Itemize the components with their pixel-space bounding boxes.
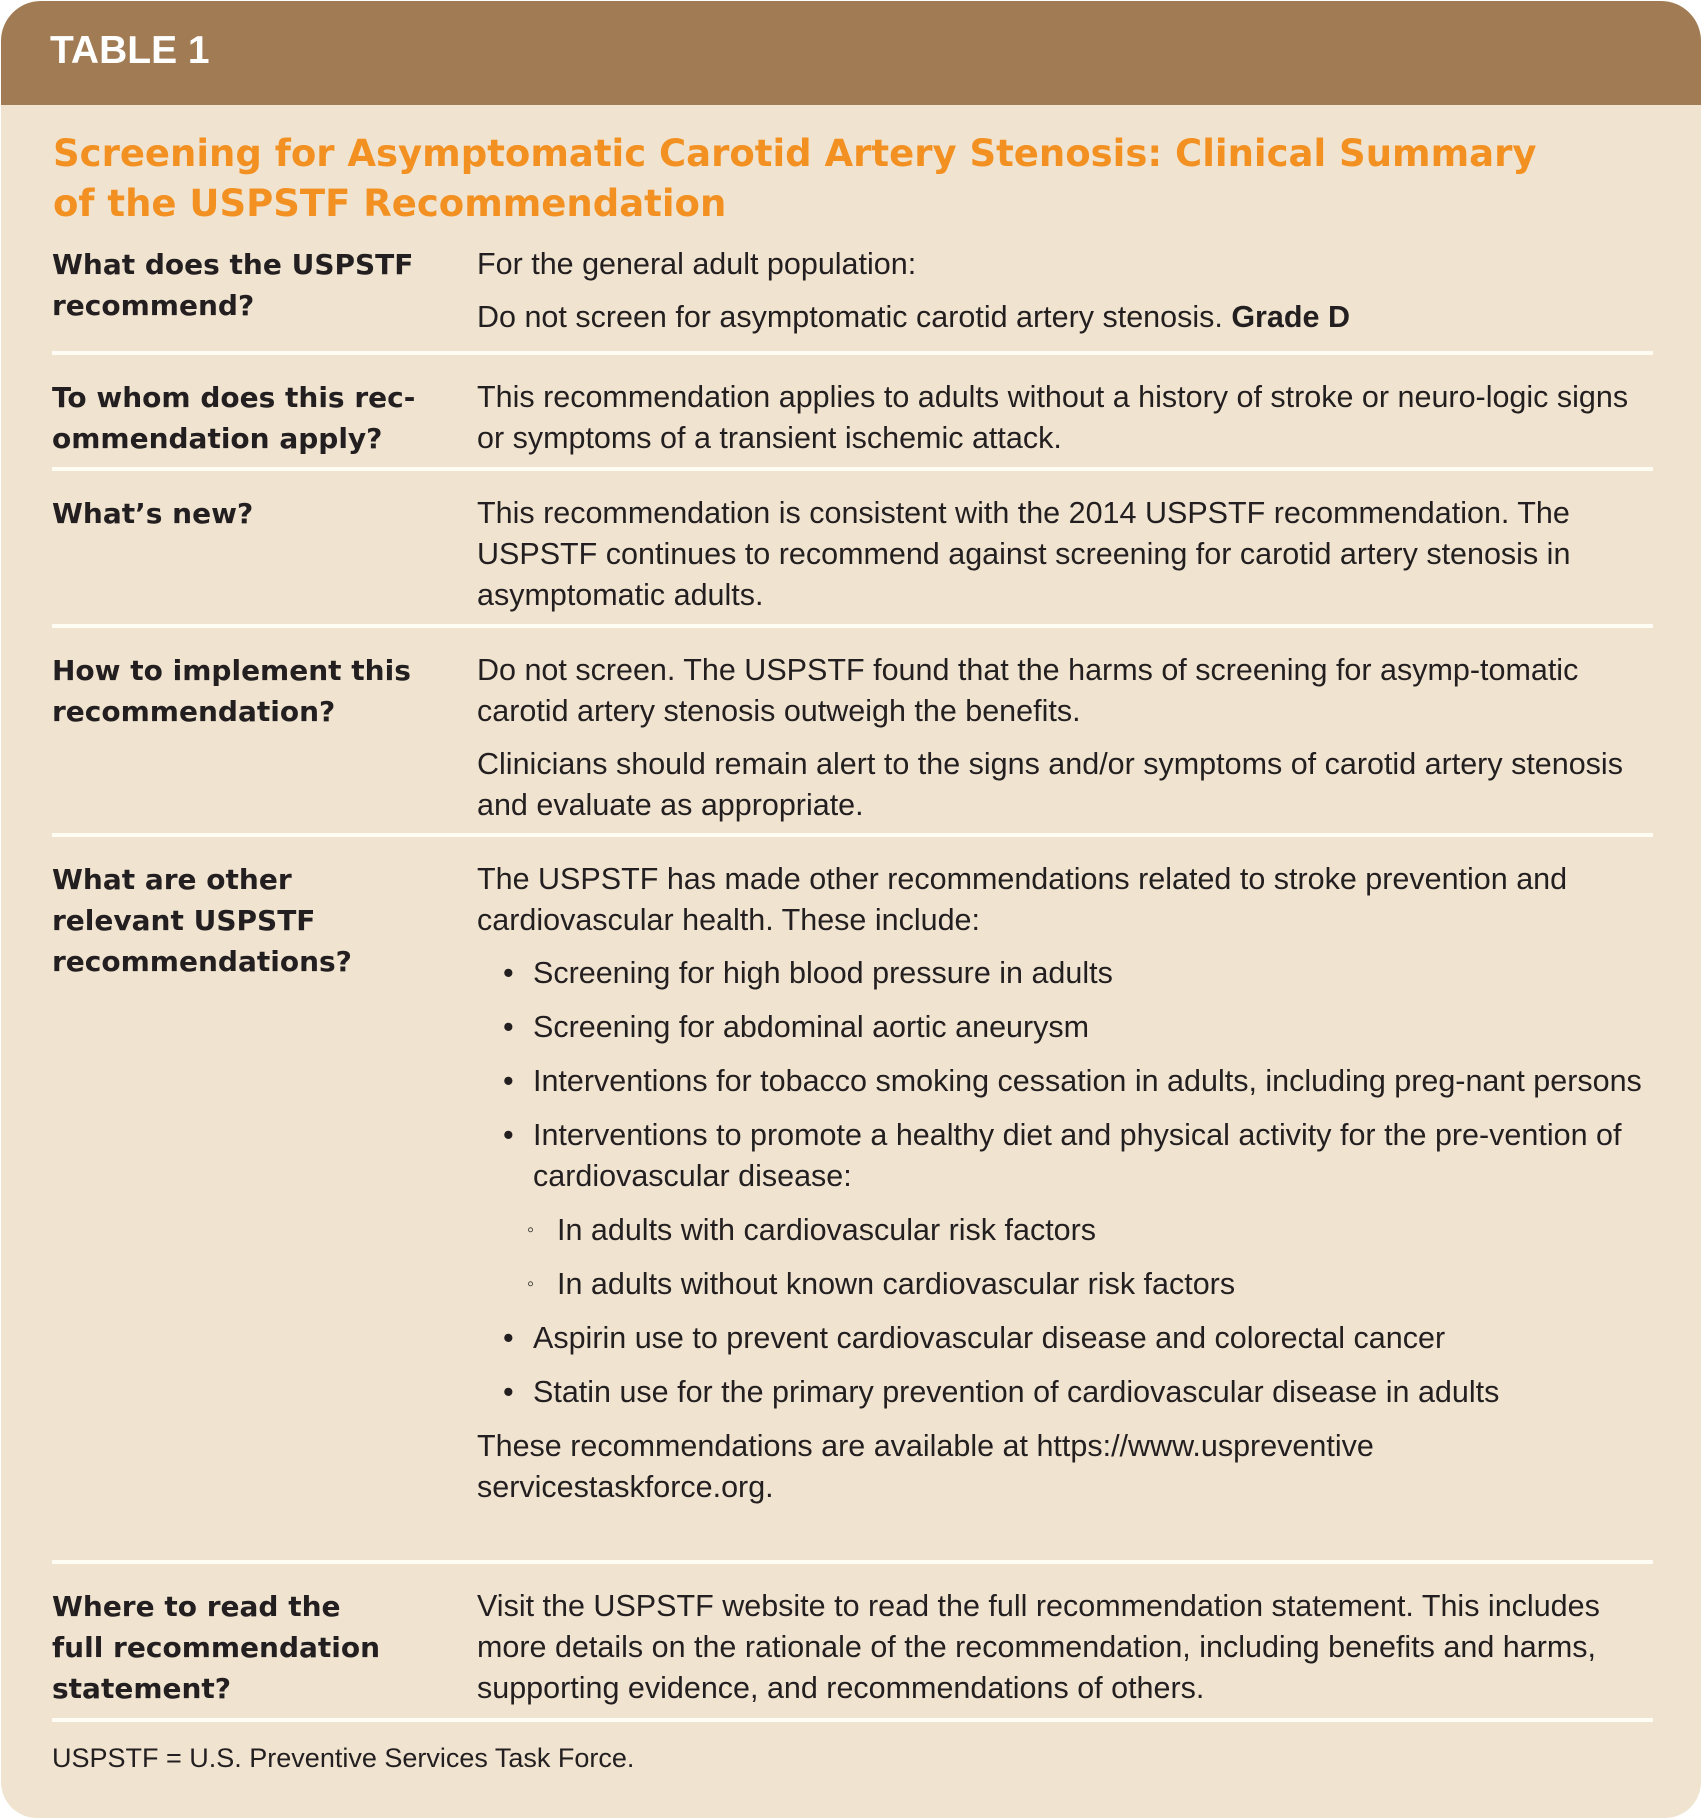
table-card (1, 1, 1701, 1818)
list-item: • Interventions to promote a healthy diet and physical activity for the pre-vention of cardiovascular disease: (477, 1115, 1657, 1197)
table-title-line-1: Screening for Asymptomatic Carotid Artery Stenosis: Clinical Summary (53, 132, 1537, 175)
related-recommendations-list (477, 953, 1657, 1413)
row-content: Do not screen. The USPSTF found that the harms of screening for asymp-tomatic carotid artery stenosis outweigh the benefits. Clinicians should remain alert to the signs and/or symptoms of carotid artery stenosis and evaluate as appropriate. (477, 653, 1623, 822)
row-label: What’s new? (52, 497, 254, 530)
hollow-bullet-icon: ◦ (527, 1273, 535, 1295)
row-label: How to implement this recommendation? (52, 654, 411, 728)
list-item: • Aspirin use to prevent cardiovascular disease and colorectal cancer (477, 1318, 1657, 1359)
row-label: What does the USPSTF recommend? (52, 248, 414, 322)
row-content: Visit the USPSTF website to read the full recommendation statement. This includes more details on the rationale of the recommendation, including benefits and harms, supporting evidence, and recommendations of others. (477, 1589, 1600, 1705)
recommendation-statement: Do not screen for asymptomatic carotid artery stenosis. Grade D (477, 300, 1350, 334)
bullet-icon: • (503, 1064, 514, 1098)
row-label: To whom does this rec- ommendation apply? (52, 381, 416, 455)
table-row-full-statement (52, 1564, 1653, 1718)
sub-list-item: ◦ In adults without known cardiovascular risk factors (477, 1264, 1657, 1305)
list-item: • Screening for abdominal aortic aneurysm (477, 1007, 1657, 1048)
summary-table (52, 244, 1653, 1722)
table-row-related-recommendations (52, 837, 1653, 1560)
list-item: • Interventions for tobacco smoking cessation in adults, including preg-nant persons (477, 1061, 1657, 1102)
table-title (53, 129, 1613, 229)
grade-badge: Grade D (1231, 300, 1350, 334)
bullet-icon: • (503, 1321, 514, 1355)
bullet-icon: • (503, 956, 514, 990)
row-content: The USPSTF has made other recommendations related to stroke prevention and cardiovascular health. These include: • Screening for high blood pressure in adults • Screening for abdominal aortic aneurysm • Interventions for tobacco smoking cessation in adults, including preg-nant persons • Interventions to promote a healthy diet and physical activity for the pre-vention of cardiovascular disease: ◦ In adults with cardiovascular risk factors ◦ In adults without known cardiovascular risk factors • Aspirin use to prevent cardiovascular disease and colorectal cancer • Statin use for the primary prevention of cardiovascular disease in adults These recommendations are available at https://www.uspreventive servicestaskforce.org. (477, 859, 1657, 1508)
list-item: • Statin use for the primary prevention of cardiovascular disease in adults (477, 1372, 1657, 1413)
table-number: TABLE 1 (50, 29, 210, 72)
list-item: • Screening for high blood pressure in adults (477, 953, 1657, 994)
table-row-implementation (52, 628, 1653, 833)
table-row-population (52, 355, 1653, 467)
table-title-line-2: of the USPSTF Recommendation (53, 182, 727, 225)
sub-list-item: ◦ In adults with cardiovascular risk factors (477, 1210, 1657, 1251)
table-header (1, 1, 1701, 105)
row-label: Where to read the full recommendation statement? (52, 1590, 381, 1705)
bullet-icon: • (503, 1375, 514, 1409)
website-reference: These recommendations are available at https://www.uspreventive servicestaskforce.org. (477, 1429, 1374, 1504)
row-content: For the general adult population: Do not screen for asymptomatic carotid artery stenosis. Grade D (477, 244, 1657, 338)
bullet-icon: • (503, 1118, 514, 1152)
table-row-whats-new (52, 471, 1653, 624)
row-divider (52, 1718, 1653, 1722)
row-content: This recommendation applies to adults without a history of stroke or neuro-logic signs or symptoms of a transient ischemic attack. (477, 380, 1629, 455)
bullet-icon: • (503, 1010, 514, 1044)
table-footnote: USPSTF = U.S. Preventive Services Task Force. (52, 1743, 635, 1773)
hollow-bullet-icon: ◦ (527, 1219, 535, 1241)
row-content: This recommendation is consistent with the 2014 USPSTF recommendation. The USPSTF continues to recommend against screening for carotid artery stenosis in asymptomatic adults. (477, 496, 1571, 612)
table-row-recommendation (52, 244, 1653, 351)
row-label: What are other relevant USPSTF recommendations? (52, 863, 352, 978)
